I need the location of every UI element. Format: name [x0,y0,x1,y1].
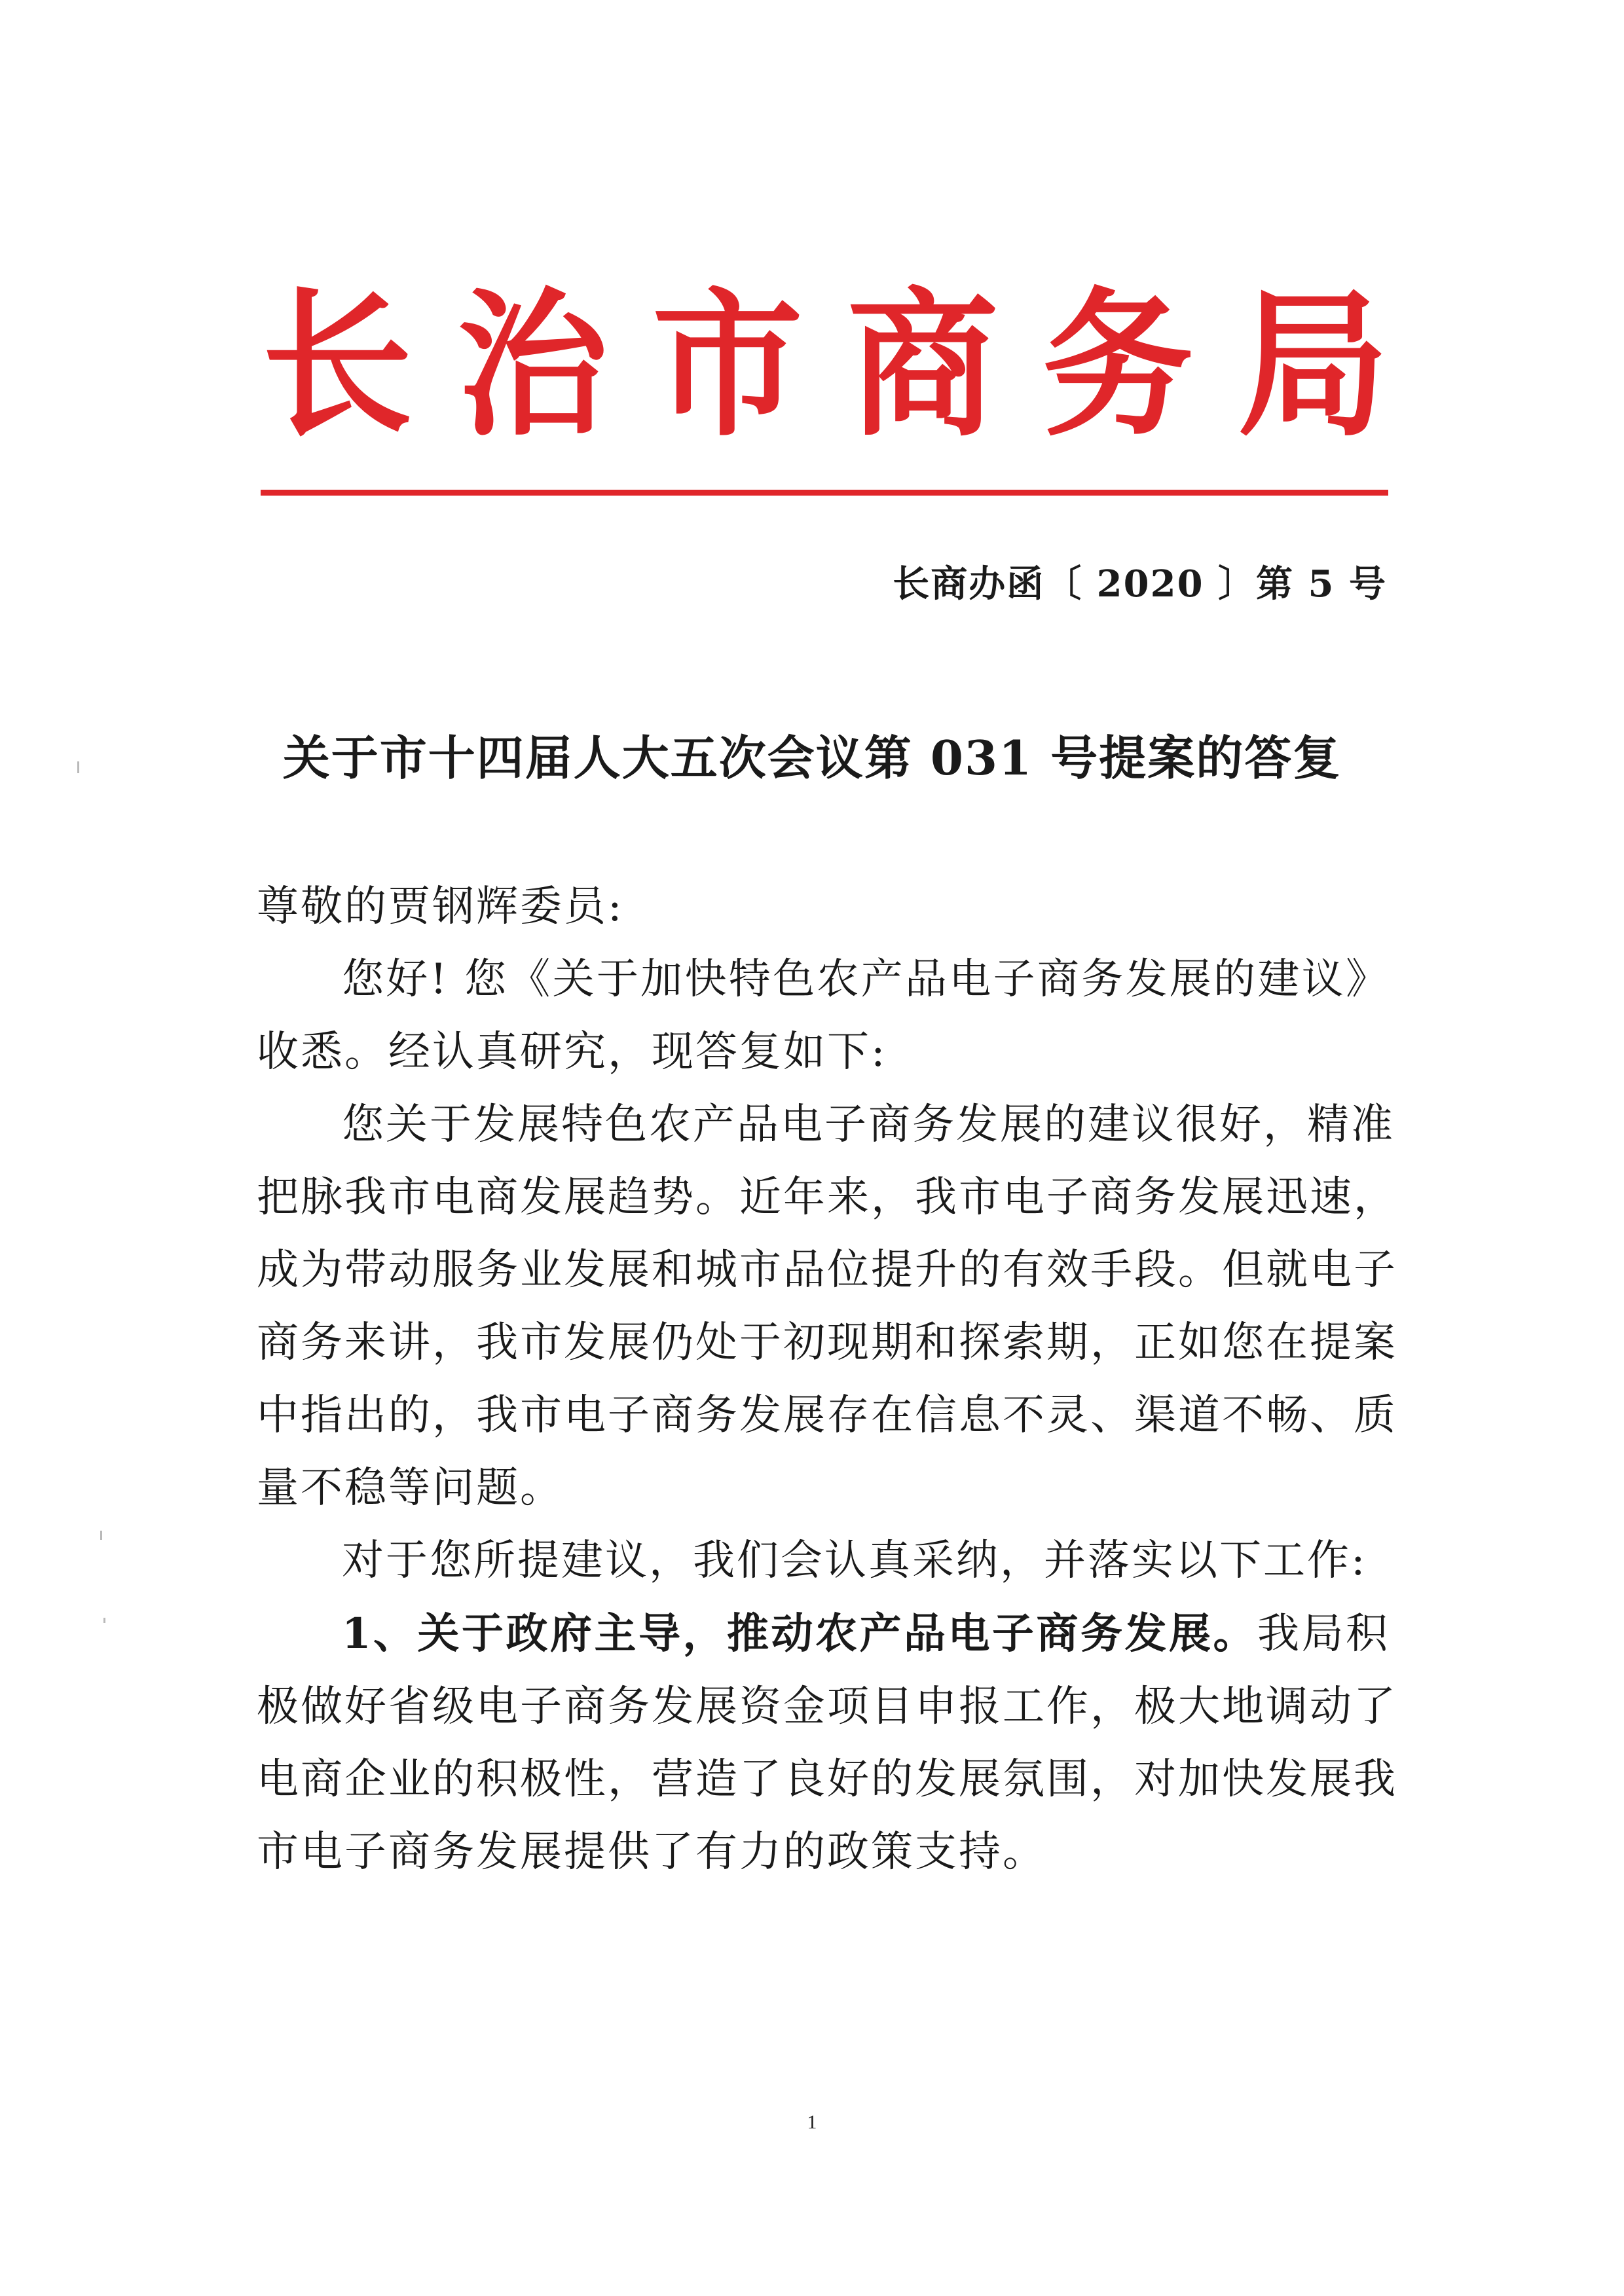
agency-masthead [262,262,1388,471]
scan-artifact [100,1531,102,1540]
page-number: 1 [807,2111,817,2133]
red-separator-line [261,490,1388,496]
paragraph-line: 市电子商务发展提供了有力的政策支持。 [257,1828,1046,1876]
paragraph-line: 中指出的，我市电子商务发展存在信息不灵、渠道不畅、质 [257,1391,1397,1440]
paragraph-text: 我局积 [1257,1610,1390,1658]
paragraph-line: 对于您所提建议，我们会认真采纳，并落实以下工作: [342,1537,1367,1585]
paragraph-line: 电商企业的积极性，营造了良好的发展氛围，对加快发展我 [257,1755,1397,1804]
paragraph-line: 收悉。经认真研究，现答复如下: [257,1028,887,1076]
paragraph-line: 极做好省级电子商务发展资金项目申报工作，极大地调动了 [257,1683,1397,1731]
scan-artifact [103,1618,105,1623]
paragraph-line: 您关于发展特色农产品电子商务发展的建议很好，精准 [342,1101,1395,1149]
document-number: 长商办函〔 2020 〕第 5 号 [893,562,1387,606]
paragraph-line: 成为带动服务业发展和城市品位提升的有效手段。但就电子 [257,1246,1397,1294]
paragraph-line: 您好! 您《关于加快特色农产品电子商务发展的建议》 [342,955,1390,1004]
document-title: 关于市十四届人大五次会议第 031 号提案的答复 [282,730,1342,786]
masthead-char: 长 [262,274,413,458]
section-heading: 1、关于政府主导，推动农产品电子商务发展。 [342,1609,1258,1658]
letter-body [257,871,1397,1889]
paragraph-line [257,1597,1390,1671]
masthead-char: 局 [1237,274,1388,458]
scan-artifact [77,761,79,773]
masthead-char: 务 [1042,274,1193,458]
paragraph-line: 把脉我市电商发展趋势。近年来，我市电子商务发展迅速， [257,1173,1397,1222]
masthead-char: 商 [847,274,998,458]
paragraph-line: 量不稳等问题。 [257,1464,564,1512]
masthead-char: 治 [456,274,608,458]
masthead-char: 市 [652,274,803,458]
salutation: 尊敬的贾钢辉委员: [257,883,624,931]
paragraph-line: 商务来讲，我市发展仍处于初现期和探索期，正如您在提案 [257,1319,1397,1367]
